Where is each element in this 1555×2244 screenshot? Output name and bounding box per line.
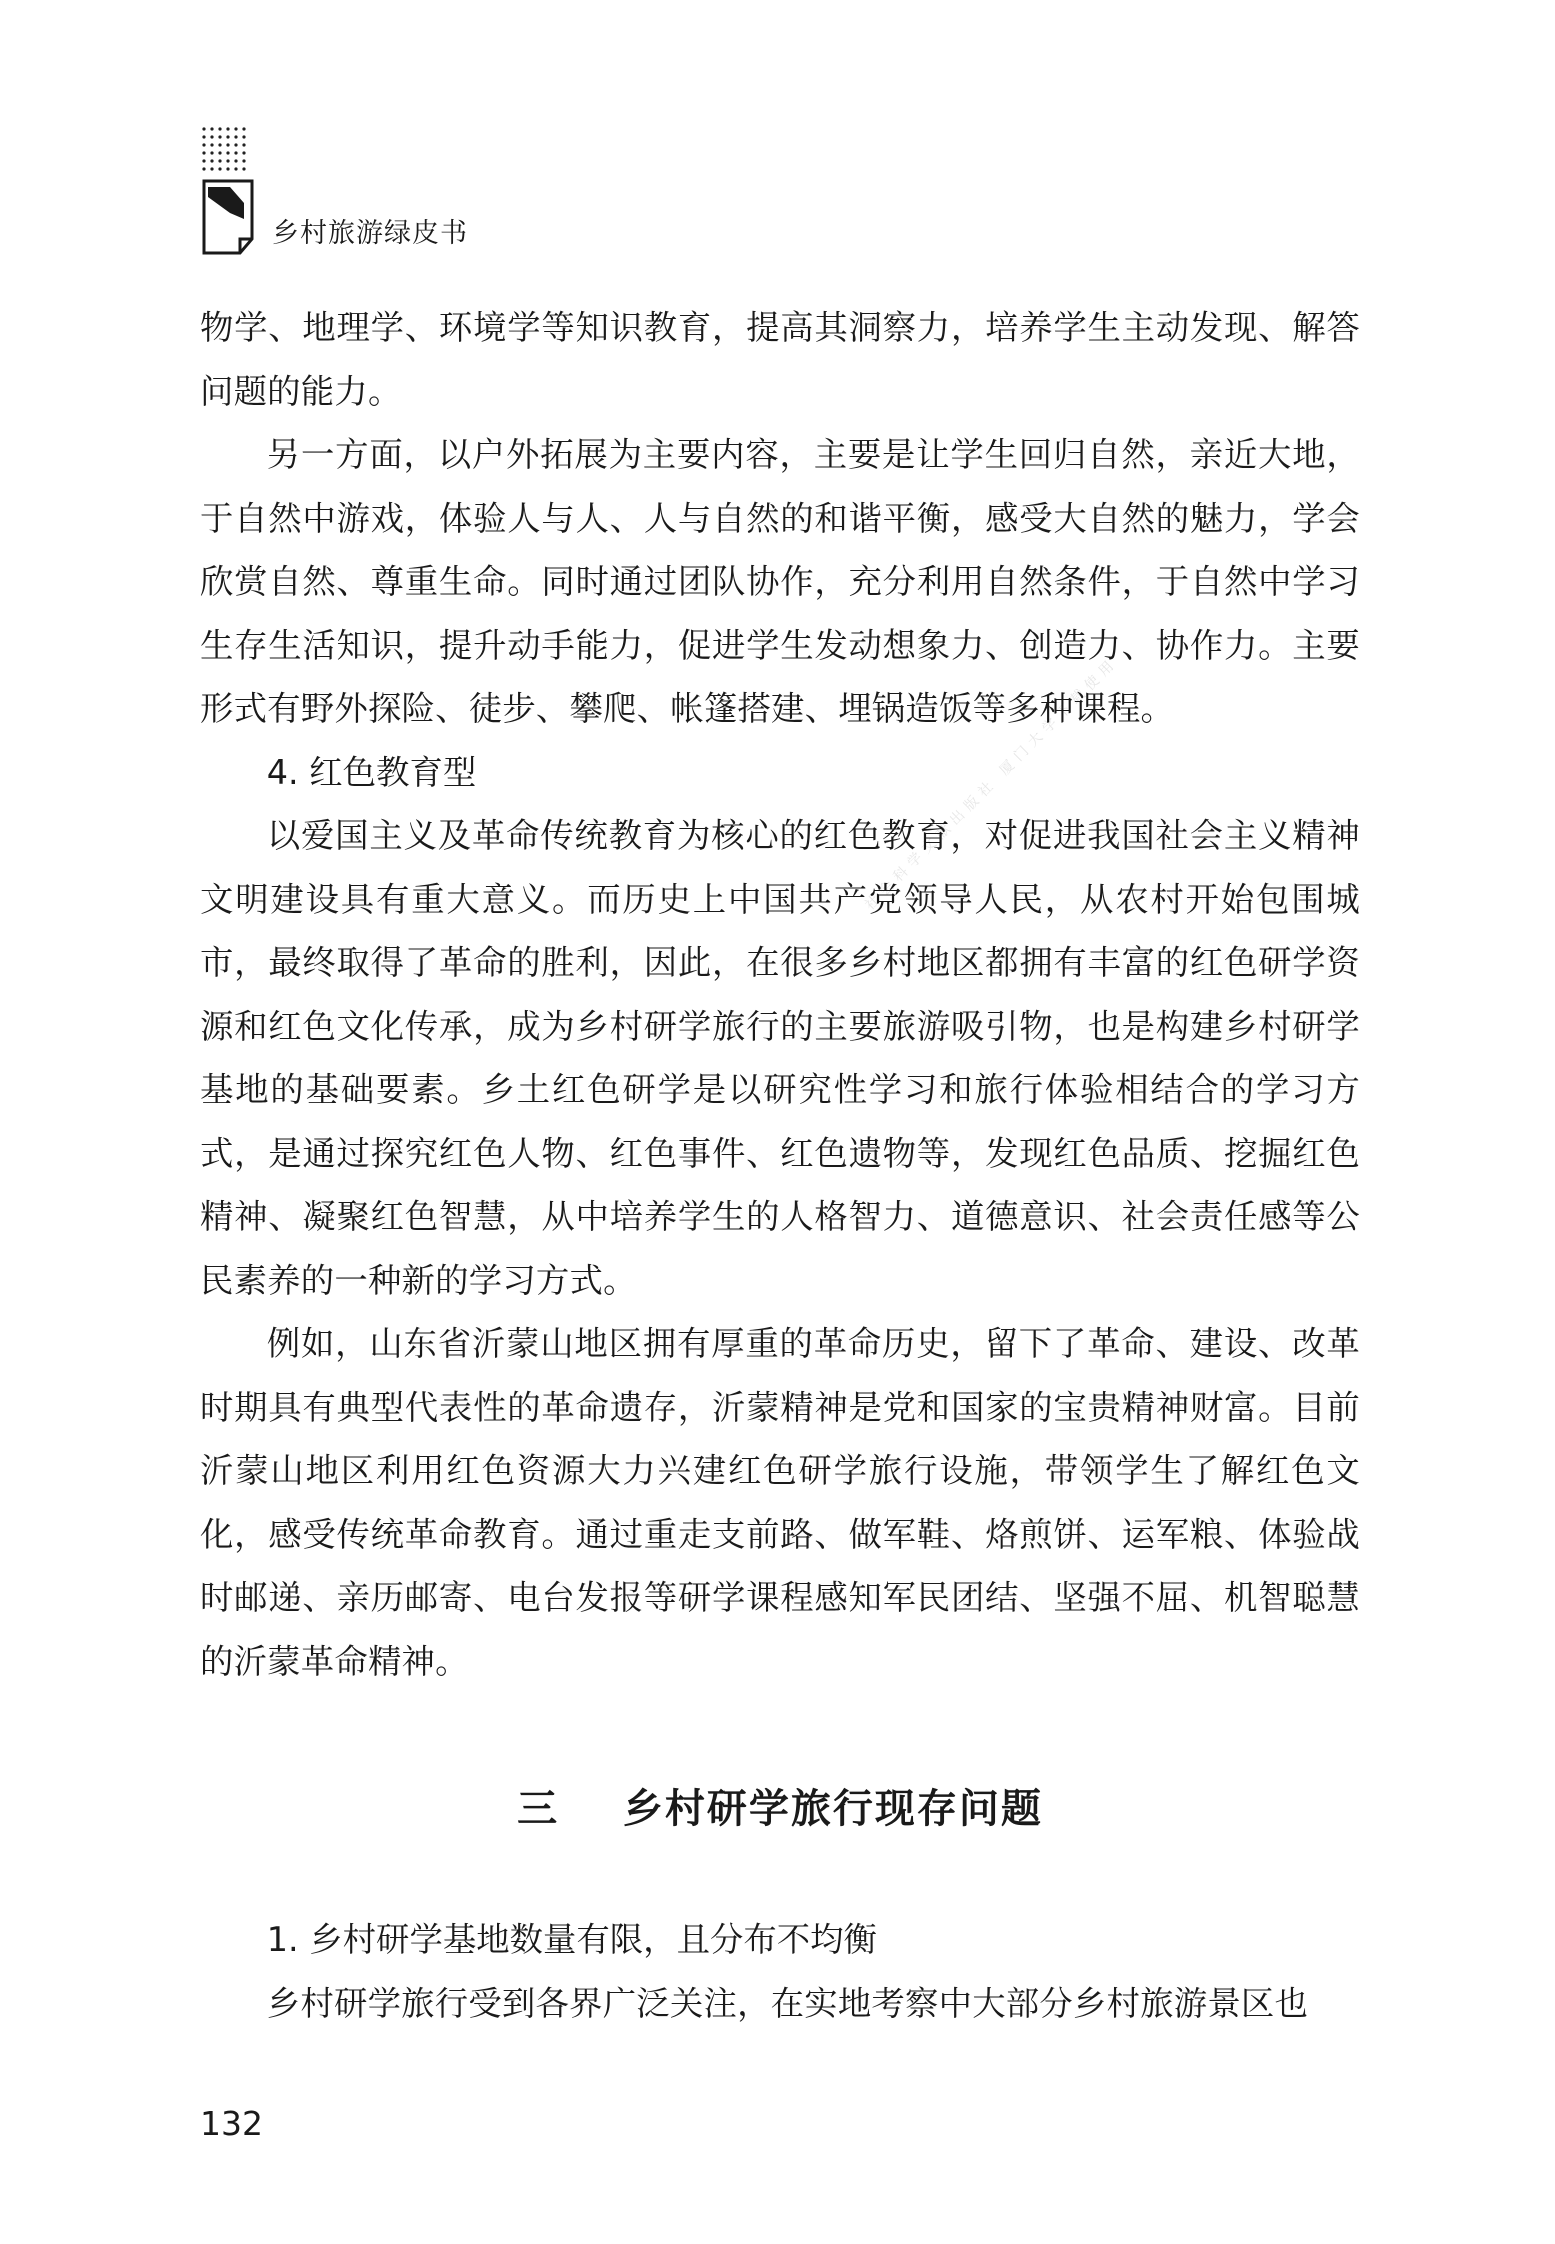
series-title: 乡村旅游绿皮书 (272, 218, 468, 249)
paragraph-continuation: 物学、地理学、环境学等知识教育，提高其洞察力，培养学生主动发现、解答问题的能力。 (200, 308, 1360, 411)
page-body (200, 296, 1360, 2035)
running-header (200, 125, 600, 265)
dot-grid-ornament (200, 125, 248, 177)
watermark: 社会科学文献出版社 厦门大学下载使用 (862, 654, 1122, 914)
section-heading: 三 乡村研学旅行现存问题 (517, 1786, 1043, 1832)
paragraph-yimeng-example: 例如，山东省沂蒙山地区拥有厚重的革命历史，留下了革命、建设、改革时期具有典型代表性的革命遗存，沂蒙精神是党和国家的宝贵精神财富。目前沂蒙山地区利用红色资源大力兴建红色研学旅行设施，带领学生了解红色文化，感受传统革命教育。通过重走支前路、做军鞋、烙煎饼、运军粮、体验战时邮递、亲历邮寄、电台发报等研学课程感知军民团结、坚强不屈、机智聪慧的沂蒙革命精神。 (200, 1324, 1360, 1681)
subheading-base-quantity: 1. 乡村研学基地数量有限，且分布不均衡 (266, 1920, 877, 1959)
page-number: 132 (200, 2104, 263, 2143)
paragraph-base-quantity: 乡村研学旅行受到各界广泛关注，在实地考察中大部分乡村旅游景区也 (266, 1983, 1309, 2023)
paragraph-red-education: 以爱国主义及革命传统教育为核心的红色教育，对促进我国社会主义精神文明建设具有重大意义。而历史上中国共产党领导人民，从农村开始包围城市，最终取得了革命的胜利，因此，在很多乡村地区都拥有丰富的红色研学资源和红色文化传承，成为乡村研学旅行的主要旅游吸引物，也是构建乡村研学基地的基础要素。乡土红色研学是以研究性学习和旅行体验相结合的学习方式，是通过探究红色人物、红色事件、红色遗物等，发现红色品质、挖掘红色精神、凝聚红色智慧，从中培养学生的人格智力、道德意识、社会责任感等公民素养的一种新的学习方式。 (200, 816, 1360, 1300)
paragraph-outdoor: 另一方面，以户外拓展为主要内容，主要是让学生回归自然，亲近大地，于自然中游戏，体验人与人、人与自然的和谐平衡，感受大自然的魅力，学会欣赏自然、尊重生命。同时通过团队协作，充分利用自然条件，于自然中学习生存生活知识，提升动手能力，促进学生发动想象力、创造力、协作力。主要形式有野外探险、徒步、攀爬、帐篷搭建、埋锅造饭等多种课程。 (200, 435, 1360, 728)
subheading-red-education: 4. 红色教育型 (266, 752, 477, 792)
book-icon (200, 177, 260, 257)
